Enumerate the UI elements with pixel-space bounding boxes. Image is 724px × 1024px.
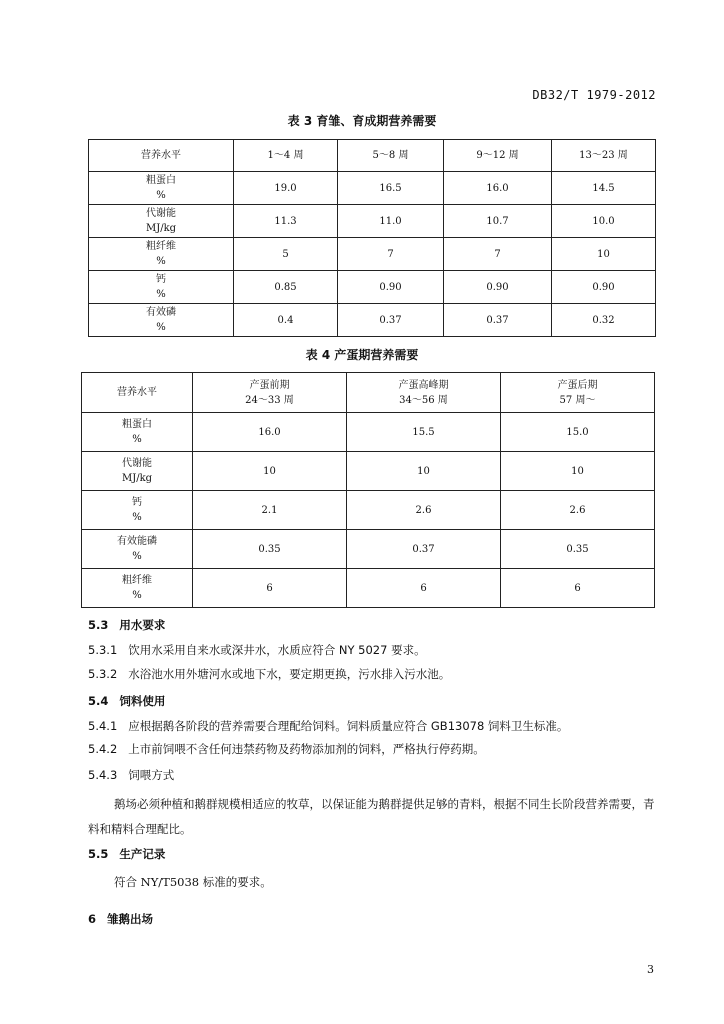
table-cell: 16.5 <box>338 172 444 205</box>
nutrient-unit: MJ/kg <box>145 223 177 234</box>
nutrient-label <box>82 491 193 530</box>
table4-caption: 表 4 产蛋期营养需要 <box>305 348 419 362</box>
table-cell: 16.0 <box>193 413 347 452</box>
nutrient-label <box>89 238 234 271</box>
table-row <box>89 172 656 205</box>
section-number: 5.4.3 <box>88 768 118 782</box>
table-row <box>89 271 656 304</box>
table-cell: 0.37 <box>347 530 501 569</box>
table-cell: 0.90 <box>338 271 444 304</box>
table-cell: 10 <box>193 452 347 491</box>
page-number: 3 <box>647 963 654 976</box>
clause-text: 水浴池水用外塘河水或地下水，要定期更换，污水排入污水池。 <box>128 667 451 681</box>
nutrient-name: 钙 <box>132 497 142 508</box>
clause <box>88 741 485 757</box>
section-title: 用水要求 <box>119 618 166 632</box>
table-cell: 6 <box>501 569 655 608</box>
section-title: 饲喂方式 <box>128 768 175 782</box>
section-heading <box>88 767 174 783</box>
nutrient-name: 代谢能 <box>146 208 176 219</box>
table4-header-cell: 营养水平 <box>82 373 193 413</box>
nutrient-name: 粗纤维 <box>122 575 152 586</box>
nutrient-unit: % <box>156 322 166 333</box>
table-cell: 14.5 <box>552 172 656 205</box>
nutrient-unit: % <box>132 551 142 562</box>
table3 <box>88 139 656 337</box>
nutrient-label <box>89 172 234 205</box>
table-cell: 16.0 <box>444 172 552 205</box>
table-cell: 0.37 <box>444 304 552 337</box>
table-cell: 6 <box>193 569 347 608</box>
table-row <box>82 530 655 569</box>
clause-number: 5.3.1 <box>88 643 118 657</box>
table-cell: 6 <box>347 569 501 608</box>
column-range: 24～33 周 <box>245 394 294 406</box>
table4-header-row <box>82 373 655 413</box>
nutrient-label <box>89 205 234 238</box>
section-title: 生产记录 <box>119 847 166 861</box>
table-cell: 11.0 <box>338 205 444 238</box>
nutrient-name: 粗纤维 <box>146 241 176 252</box>
clause-text: 上市前饲喂不含任何违禁药物及药物添加剂的饲料，严格执行停药期。 <box>128 742 485 756</box>
clause-number: 5.4.1 <box>88 719 118 733</box>
section-number: 5.3 <box>88 618 109 632</box>
table-cell: 0.90 <box>444 271 552 304</box>
table4-header-cell <box>193 373 347 413</box>
clause <box>88 666 450 682</box>
nutrient-name: 代谢能 <box>122 458 152 469</box>
table3-header-row <box>89 140 656 172</box>
table-cell: 2.6 <box>347 491 501 530</box>
table-cell: 10 <box>347 452 501 491</box>
table3-header-cell: 营养水平 <box>89 140 234 172</box>
nutrient-name: 钙 <box>156 274 166 285</box>
table-row <box>89 304 656 337</box>
table-cell: 10.0 <box>552 205 656 238</box>
table3-header-cell: 9～12 周 <box>444 140 552 172</box>
paragraph: 符合 NY/T5038 标准的要求。 <box>114 875 272 889</box>
nutrient-label <box>89 304 234 337</box>
table-row <box>89 238 656 271</box>
nutrient-unit: MJ/kg <box>121 473 153 484</box>
table-cell: 0.32 <box>552 304 656 337</box>
table4-header-cell <box>347 373 501 413</box>
nutrient-unit: % <box>132 434 142 445</box>
nutrient-label <box>89 271 234 304</box>
table-cell: 0.4 <box>234 304 338 337</box>
table3-header-cell: 13～23 周 <box>552 140 656 172</box>
table-cell: 11.3 <box>234 205 338 238</box>
table-cell: 7 <box>444 238 552 271</box>
table-cell: 5 <box>234 238 338 271</box>
table-cell: 0.35 <box>193 530 347 569</box>
column-name: 产蛋后期 <box>557 379 598 391</box>
clause-number: 5.4.2 <box>88 742 118 756</box>
section-title: 雏鹅出场 <box>106 912 153 926</box>
table-row <box>82 452 655 491</box>
clause-text: 饮用水采用自来水或深井水，水质应符合 NY 5027 要求。 <box>128 643 426 657</box>
table-cell: 0.85 <box>234 271 338 304</box>
table4-header-cell <box>501 373 655 413</box>
table-row <box>89 205 656 238</box>
column-name: 产蛋前期 <box>249 379 290 391</box>
table-cell: 0.35 <box>501 530 655 569</box>
column-range: 34～56 周 <box>399 394 448 406</box>
section-heading <box>88 693 165 709</box>
nutrient-unit: % <box>156 256 166 267</box>
nutrient-label <box>82 413 193 452</box>
table-cell: 19.0 <box>234 172 338 205</box>
clause <box>88 642 426 658</box>
nutrient-unit: % <box>132 590 142 601</box>
table-cell: 0.37 <box>338 304 444 337</box>
table3-header-cell: 5～8 周 <box>338 140 444 172</box>
table-cell: 15.0 <box>501 413 655 452</box>
table-cell: 0.90 <box>552 271 656 304</box>
nutrient-name: 粗蛋白 <box>122 419 152 430</box>
section-number: 5.4 <box>88 694 109 708</box>
nutrient-name: 有效磷 <box>146 307 176 318</box>
paragraph: 鹅场必须种植和鹅群规模相适应的牧草，以保证能为鹅群提供足够的青料，根据不同生长阶段营养需要，青料和精料合理配比。 <box>88 797 655 836</box>
section-heading <box>88 911 153 927</box>
table-row <box>82 569 655 608</box>
section-heading <box>88 617 165 633</box>
table-cell: 10 <box>501 452 655 491</box>
nutrient-name: 有效能磷 <box>117 536 157 547</box>
nutrient-unit: % <box>132 512 142 523</box>
clause <box>88 718 568 734</box>
nutrient-name: 粗蛋白 <box>146 175 176 186</box>
section-title: 饲料使用 <box>119 694 166 708</box>
table-cell: 15.5 <box>347 413 501 452</box>
section-heading <box>88 846 165 862</box>
section-number: 5.5 <box>88 847 109 861</box>
table-cell: 7 <box>338 238 444 271</box>
document-code: DB32/T 1979-2012 <box>532 88 656 102</box>
table-row <box>82 491 655 530</box>
column-range: 57 周～ <box>559 394 596 406</box>
table-cell: 2.6 <box>501 491 655 530</box>
section-number: 6 <box>88 912 97 926</box>
table-row <box>82 413 655 452</box>
nutrient-label <box>82 452 193 491</box>
nutrient-label <box>82 569 193 608</box>
table-cell: 10 <box>552 238 656 271</box>
nutrient-unit: % <box>156 289 166 300</box>
column-name: 产蛋高峰期 <box>398 379 449 391</box>
table3-caption: 表 3 育雏、育成期营养需要 <box>287 114 437 128</box>
table-cell: 10.7 <box>444 205 552 238</box>
table3-header-cell: 1～4 周 <box>234 140 338 172</box>
table4 <box>81 372 655 608</box>
nutrient-label <box>82 530 193 569</box>
clause-number: 5.3.2 <box>88 667 118 681</box>
nutrient-unit: % <box>156 190 166 201</box>
clause-text: 应根据鹅各阶段的营养需要合理配给饲料。饲料质量应符合 GB13078 饲料卫生标准。 <box>128 719 569 733</box>
table-cell: 2.1 <box>193 491 347 530</box>
